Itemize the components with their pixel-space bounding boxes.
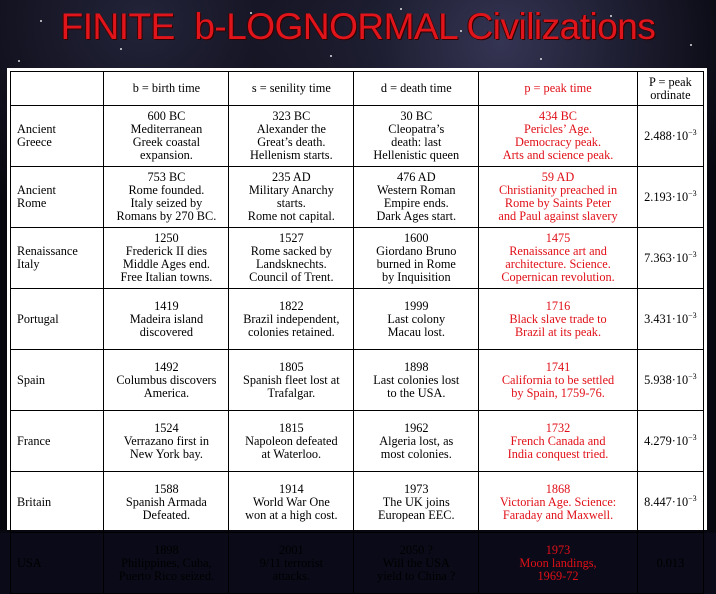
header-civilization (11, 72, 104, 106)
ordinate-exponent: −3 (688, 371, 697, 381)
peak-time-cell: 1716 Black slave trade to Brazil at its peak. (479, 289, 638, 350)
peak-ordinate-cell (637, 533, 703, 594)
peak-ordinate-cell (637, 411, 703, 472)
ordinate-exponent: −3 (688, 493, 697, 503)
ordinate-mantissa: 2.193·10 (644, 189, 689, 204)
civilization-name-cell: Portugal (11, 289, 104, 350)
civilization-name-cell: Ancient Greece (11, 106, 104, 167)
table-row (11, 533, 704, 594)
header-birth-time: b = birth time (104, 72, 229, 106)
birth-time-cell: 1898 Philippines, Cuba, Puerto Rico seized. (104, 533, 229, 594)
death-time-cell: 2050 ? Will the USA yield to China ? (354, 533, 479, 594)
senility-time-cell: 1822 Brazil independent, colonies retained. (229, 289, 354, 350)
peak-ordinate-cell (637, 228, 703, 289)
civilization-name-cell: Britain (11, 472, 104, 533)
peak-ordinate-cell (637, 106, 703, 167)
death-time-cell: 1999 Last colony Macau lost. (354, 289, 479, 350)
peak-ordinate-cell (637, 350, 703, 411)
table-row (11, 106, 704, 167)
civilization-name-cell: USA (11, 533, 104, 594)
death-time-cell: 1600 Giordano Bruno burned in Rome by Inquisition (354, 228, 479, 289)
peak-ordinate-cell (637, 472, 703, 533)
header-peak-ordinate: P = peak ordinate (637, 72, 703, 106)
senility-time-cell: 2001 9/11 terrorist attacks. (229, 533, 354, 594)
ordinate-exponent: −3 (688, 249, 697, 259)
peak-time-cell: 59 AD Christianity preached in Rome by Saints Peter and Paul against slavery (479, 167, 638, 228)
header-senility-time: s = senility time (229, 72, 354, 106)
ordinate-mantissa: 5.938·10 (644, 372, 689, 387)
peak-time-cell: 1973 Moon landings, 1969-72 (479, 533, 638, 594)
senility-time-cell: 1815 Napoleon defeated at Waterloo. (229, 411, 354, 472)
table-row (11, 472, 704, 533)
header-row (11, 72, 704, 106)
civilization-name-cell: Ancient Rome (11, 167, 104, 228)
table-row (11, 167, 704, 228)
birth-time-cell: 1492 Columbus discovers America. (104, 350, 229, 411)
senility-time-cell: 1914 World War One won at a high cost. (229, 472, 354, 533)
table-row (11, 289, 704, 350)
ordinate-mantissa: 4.279·10 (644, 433, 689, 448)
ordinate-mantissa: 2.488·10 (644, 128, 689, 143)
civilization-name-cell: France (11, 411, 104, 472)
peak-time-cell: 1475 Renaissance art and architecture. Science. Copernican revolution. (479, 228, 638, 289)
birth-time-cell: 1524 Verrazano first in New York bay. (104, 411, 229, 472)
table-panel (7, 68, 707, 583)
birth-time-cell: 1588 Spanish Armada Defeated. (104, 472, 229, 533)
peak-time-cell: 434 BC Pericles’ Age. Democracy peak. Arts and science peak. (479, 106, 638, 167)
ordinate-exponent: −3 (688, 127, 697, 137)
death-time-cell: 1962 Algeria lost, as most colonies. (354, 411, 479, 472)
header-death-time: d = death time (354, 72, 479, 106)
peak-ordinate-cell (637, 289, 703, 350)
ordinate-exponent: −3 (688, 432, 697, 442)
death-time-cell: 1973 The UK joins European EEC. (354, 472, 479, 533)
table-row (11, 411, 704, 472)
birth-time-cell: 753 BC Rome founded. Italy seized by Romans by 270 BC. (104, 167, 229, 228)
civilization-name-cell: Renaissance Italy (11, 228, 104, 289)
birth-time-cell: 600 BC Mediterranean Greek coastal expansion. (104, 106, 229, 167)
peak-ordinate-cell (637, 167, 703, 228)
birth-time-cell: 1419 Madeira island discovered (104, 289, 229, 350)
ordinate-mantissa: 8.447·10 (644, 494, 689, 509)
ordinate-exponent: −3 (688, 310, 697, 320)
header-peak-time: p = peak time (479, 72, 638, 106)
ordinate-mantissa: 3.431·10 (644, 311, 689, 326)
death-time-cell: 1898 Last colonies lost to the USA. (354, 350, 479, 411)
senility-time-cell: 1805 Spanish fleet lost at Trafalgar. (229, 350, 354, 411)
peak-time-cell: 1868 Victorian Age. Science: Faraday and Maxwell. (479, 472, 638, 533)
civilization-name-cell: Spain (11, 350, 104, 411)
senility-time-cell: 323 BC Alexander the Great’s death. Hellenism starts. (229, 106, 354, 167)
birth-time-cell: 1250 Frederick II dies Middle Ages end. Free Italian towns. (104, 228, 229, 289)
slide-title: FINITE b-LOGNORMAL Civilizations (60, 6, 656, 47)
death-time-cell: 30 BC Cleopatra’s death: last Hellenistic queen (354, 106, 479, 167)
senility-time-cell: 1527 Rome sacked by Landsknechts. Council of Trent. (229, 228, 354, 289)
peak-time-cell: 1741 California to be settled by Spain, 1759-76. (479, 350, 638, 411)
peak-time-cell: 1732 French Canada and India conquest tried. (479, 411, 638, 472)
table-row (11, 228, 704, 289)
ordinate-mantissa: 7.363·10 (644, 250, 689, 265)
ordinate-exponent: −3 (688, 188, 697, 198)
civilizations-table (10, 71, 704, 594)
senility-time-cell: 235 AD Military Anarchy starts. Rome not capital. (229, 167, 354, 228)
ordinate-mantissa: 0.013 (656, 555, 685, 570)
death-time-cell: 476 AD Western Roman Empire ends. Dark Ages start. (354, 167, 479, 228)
table-row (11, 350, 704, 411)
